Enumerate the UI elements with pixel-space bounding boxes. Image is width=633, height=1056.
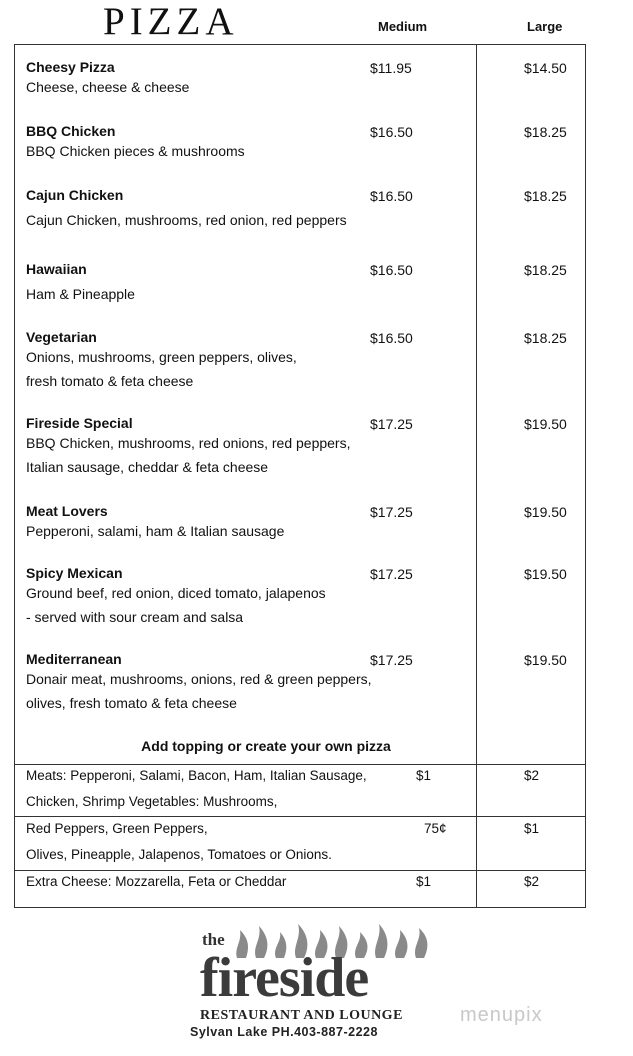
pizza-name: Hawaiian <box>26 261 87 277</box>
pizza-item-hawaiian <box>26 261 586 306</box>
topping-price-medium: $1 <box>416 874 432 889</box>
topping-line: Red Peppers, Green Peppers, <box>26 821 208 836</box>
menu-title: PIZZA <box>103 0 239 43</box>
pizza-name: Cajun Chicken <box>26 187 124 203</box>
pizza-desc: BBQ Chicken, mushrooms, red onions, red peppers, <box>26 435 351 451</box>
pizza-desc: BBQ Chicken pieces & mushrooms <box>26 143 245 159</box>
price-large: $19.50 <box>524 566 567 582</box>
pizza-name: Vegetarian <box>26 329 97 345</box>
pizza-name: Mediterranean <box>26 651 122 667</box>
column-header-large: Large <box>527 19 563 34</box>
column-divider-toppings <box>476 764 477 908</box>
topping-price-medium: 75¢ <box>424 821 447 836</box>
watermark: menupix <box>460 1004 543 1026</box>
price-medium: $17.25 <box>370 566 413 582</box>
price-large: $18.25 <box>524 262 567 278</box>
logo-location: Sylvan Lake PH.403-887-2228 <box>190 1025 378 1039</box>
topping-price-large: $2 <box>524 768 540 783</box>
pizza-desc: - served with sour cream and salsa <box>26 609 244 625</box>
price-large: $18.25 <box>524 124 567 140</box>
price-medium: $16.50 <box>370 262 413 278</box>
pizza-name: Spicy Mexican <box>26 565 123 581</box>
topping-line: Extra Cheese: Mozzarella, Feta or Cheddar <box>26 874 287 889</box>
price-large: $19.50 <box>524 652 567 668</box>
topping-price-large: $2 <box>524 874 540 889</box>
logo-brand: fireside <box>200 947 369 1009</box>
pizza-name: Cheesy Pizza <box>26 59 115 75</box>
topping-line: Chicken, Shrimp Vegetables: Mushrooms, <box>26 794 278 809</box>
pizza-item-vegetarian <box>26 329 586 393</box>
price-large: $19.50 <box>524 416 567 432</box>
column-header-medium: Medium <box>378 19 428 34</box>
topping-line: Olives, Pineapple, Jalapenos, Tomatoes or Onions. <box>26 847 332 862</box>
pizza-name: BBQ Chicken <box>26 123 116 139</box>
price-medium: $17.25 <box>370 504 413 520</box>
topping-price-large: $1 <box>524 821 540 836</box>
pizza-desc: Ground beef, red onion, diced tomato, jalapenos <box>26 585 326 601</box>
pizza-name: Meat Lovers <box>26 503 108 519</box>
pizza-item-mediterranean <box>26 651 586 715</box>
pizza-desc: Ham & Pineapple <box>26 286 135 302</box>
logo-subtitle: RESTAURANT AND LOUNGE <box>200 1008 403 1023</box>
pizza-desc: Cajun Chicken, mushrooms, red onion, red peppers <box>26 212 347 228</box>
pizza-desc: Pepperoni, salami, ham & Italian sausage <box>26 523 285 539</box>
topping-row-meats <box>26 763 367 815</box>
pizza-item-fireside-special <box>26 415 586 479</box>
pizza-desc: fresh tomato & feta cheese <box>26 373 194 389</box>
pizza-item-meat-lovers <box>26 503 586 543</box>
pizza-desc: Onions, mushrooms, green peppers, olives, <box>26 349 297 365</box>
fireside-logo <box>186 922 450 1050</box>
pizza-desc: Cheese, cheese & cheese <box>26 79 190 95</box>
topping-row-vegetables <box>26 816 332 868</box>
price-medium: $16.50 <box>370 124 413 140</box>
price-medium: $11.95 <box>370 60 412 76</box>
price-medium: $17.25 <box>370 416 413 432</box>
price-large: $14.50 <box>524 60 567 76</box>
price-medium: $16.50 <box>370 188 413 204</box>
pizza-desc: Donair meat, mushrooms, onions, red & green peppers, <box>26 671 372 687</box>
topping-line: Meats: Pepperoni, Salami, Bacon, Ham, Italian Sausage, <box>26 768 367 783</box>
topping-row-cheese <box>26 869 286 895</box>
toppings-title: Add topping or create your own pizza <box>141 738 391 754</box>
topping-price-medium: $1 <box>416 768 432 783</box>
pizza-name: Fireside Special <box>26 415 133 431</box>
price-medium: $16.50 <box>370 330 413 346</box>
pizza-desc: Italian sausage, cheddar & feta cheese <box>26 459 269 475</box>
pizza-item-bbq-chicken <box>26 123 586 163</box>
pizza-item-cajun-chicken <box>26 187 586 232</box>
price-medium: $17.25 <box>370 652 413 668</box>
pizza-desc: olives, fresh tomato & feta cheese <box>26 695 237 711</box>
pizza-item-spicy-mexican <box>26 565 586 629</box>
price-large: $18.25 <box>524 188 567 204</box>
logo-the: the <box>202 930 225 949</box>
pizza-item-cheesy <box>26 59 586 99</box>
price-large: $19.50 <box>524 504 567 520</box>
price-large: $18.25 <box>524 330 567 346</box>
